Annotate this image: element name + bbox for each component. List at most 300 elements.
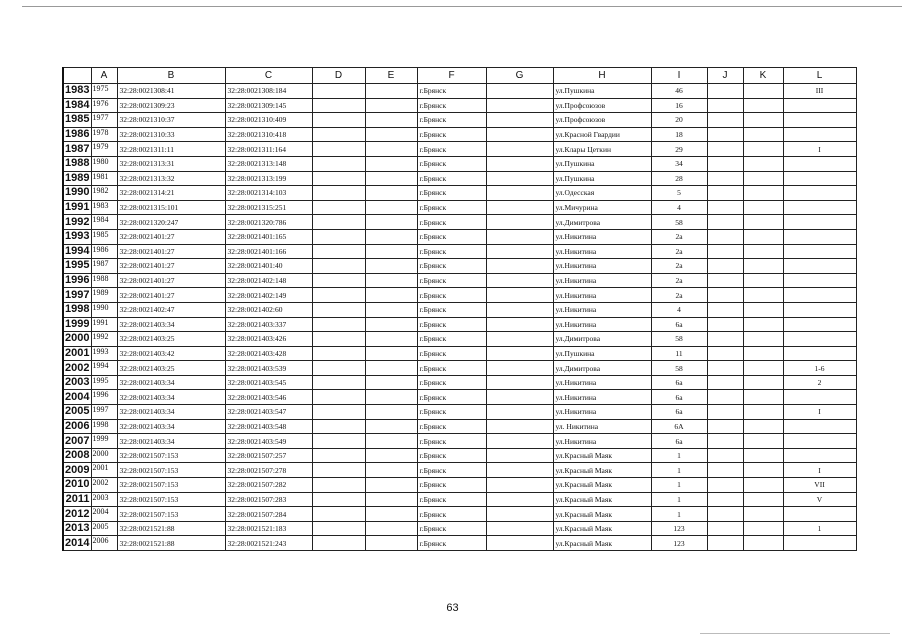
cell-h[interactable]: ул.Никитина [553, 405, 651, 420]
cell-g[interactable] [486, 244, 553, 259]
cell-i[interactable]: 20 [651, 113, 707, 128]
cell-a[interactable]: 1989 [91, 288, 117, 303]
cell-b[interactable]: 32:28:0021403:34 [117, 434, 225, 449]
cell-l[interactable] [783, 171, 856, 186]
cell-i[interactable]: 28 [651, 171, 707, 186]
cell-c[interactable]: 32:28:0021403:428 [225, 346, 312, 361]
row-number[interactable]: 2004 [63, 390, 91, 405]
cell-e[interactable] [365, 361, 417, 376]
row-number[interactable]: 1985 [63, 113, 91, 128]
cell-f[interactable]: г.Брянск [417, 244, 486, 259]
cell-b[interactable]: 32:28:0021521:88 [117, 521, 225, 536]
cell-b[interactable]: 32:28:0021310:37 [117, 113, 225, 128]
cell-l[interactable] [783, 215, 856, 230]
cell-c[interactable]: 32:28:0021311:164 [225, 142, 312, 157]
cell-g[interactable] [486, 492, 553, 507]
row-number[interactable]: 1992 [63, 215, 91, 230]
cell-d[interactable] [312, 259, 365, 274]
cell-b[interactable]: 32:28:0021402:47 [117, 302, 225, 317]
cell-d[interactable] [312, 317, 365, 332]
cell-a[interactable]: 2002 [91, 478, 117, 493]
cell-k[interactable] [743, 259, 783, 274]
cell-b[interactable]: 32:28:0021308:41 [117, 84, 225, 99]
cell-j[interactable] [707, 346, 743, 361]
cell-l[interactable]: VII [783, 478, 856, 493]
row-number[interactable]: 1983 [63, 84, 91, 99]
corner-cell[interactable] [63, 68, 91, 84]
cell-h[interactable]: ул.Никитина [553, 375, 651, 390]
cell-k[interactable] [743, 113, 783, 128]
cell-l[interactable] [783, 434, 856, 449]
cell-f[interactable]: г.Брянск [417, 332, 486, 347]
cell-j[interactable] [707, 259, 743, 274]
cell-d[interactable] [312, 332, 365, 347]
cell-i[interactable]: 58 [651, 215, 707, 230]
cell-c[interactable]: 32:28:0021403:337 [225, 317, 312, 332]
cell-f[interactable]: г.Брянск [417, 492, 486, 507]
cell-e[interactable] [365, 302, 417, 317]
row-number[interactable]: 1987 [63, 142, 91, 157]
cell-f[interactable]: г.Брянск [417, 507, 486, 522]
cell-e[interactable] [365, 288, 417, 303]
cell-g[interactable] [486, 156, 553, 171]
cell-a[interactable]: 1986 [91, 244, 117, 259]
cell-g[interactable] [486, 229, 553, 244]
cell-i[interactable]: 4 [651, 302, 707, 317]
cell-a[interactable]: 2005 [91, 521, 117, 536]
cell-c[interactable]: 32:28:0021521:243 [225, 536, 312, 551]
cell-i[interactable]: 123 [651, 536, 707, 551]
cell-c[interactable]: 32:28:0021507:282 [225, 478, 312, 493]
cell-h[interactable]: ул.Димитрова [553, 332, 651, 347]
cell-k[interactable] [743, 244, 783, 259]
cell-a[interactable]: 1982 [91, 186, 117, 201]
cell-l[interactable]: III [783, 84, 856, 99]
cell-b[interactable]: 32:28:0021403:42 [117, 346, 225, 361]
cell-h[interactable]: ул.Красной Гвардии [553, 127, 651, 142]
cell-b[interactable]: 32:28:0021507:153 [117, 448, 225, 463]
cell-k[interactable] [743, 98, 783, 113]
cell-d[interactable] [312, 448, 365, 463]
cell-f[interactable]: г.Брянск [417, 156, 486, 171]
cell-f[interactable]: г.Брянск [417, 317, 486, 332]
cell-c[interactable]: 32:28:0021313:148 [225, 156, 312, 171]
cell-e[interactable] [365, 317, 417, 332]
cell-g[interactable] [486, 478, 553, 493]
cell-j[interactable] [707, 375, 743, 390]
cell-j[interactable] [707, 229, 743, 244]
cell-d[interactable] [312, 156, 365, 171]
cell-i[interactable]: 2а [651, 229, 707, 244]
cell-h[interactable]: ул.Пушкина [553, 156, 651, 171]
cell-l[interactable] [783, 273, 856, 288]
cell-g[interactable] [486, 507, 553, 522]
cell-h[interactable]: ул.Димитрова [553, 361, 651, 376]
cell-i[interactable]: 2а [651, 259, 707, 274]
cell-e[interactable] [365, 332, 417, 347]
cell-h[interactable]: ул.Никитина [553, 434, 651, 449]
cell-l[interactable] [783, 259, 856, 274]
cell-j[interactable] [707, 507, 743, 522]
cell-b[interactable]: 32:28:0021507:153 [117, 463, 225, 478]
cell-e[interactable] [365, 215, 417, 230]
cell-c[interactable]: 32:28:0021507:284 [225, 507, 312, 522]
row-number[interactable]: 2002 [63, 361, 91, 376]
row-number[interactable]: 2007 [63, 434, 91, 449]
cell-j[interactable] [707, 113, 743, 128]
cell-k[interactable] [743, 507, 783, 522]
cell-e[interactable] [365, 171, 417, 186]
cell-g[interactable] [486, 302, 553, 317]
row-number[interactable]: 1991 [63, 200, 91, 215]
row-number[interactable]: 1986 [63, 127, 91, 142]
cell-k[interactable] [743, 521, 783, 536]
column-header-f[interactable]: F [417, 68, 486, 84]
cell-c[interactable]: 32:28:0021507:257 [225, 448, 312, 463]
cell-l[interactable] [783, 448, 856, 463]
row-number[interactable]: 2001 [63, 346, 91, 361]
cell-j[interactable] [707, 186, 743, 201]
cell-d[interactable] [312, 434, 365, 449]
cell-l[interactable] [783, 156, 856, 171]
cell-g[interactable] [486, 186, 553, 201]
cell-e[interactable] [365, 244, 417, 259]
cell-c[interactable]: 32:28:0021403:539 [225, 361, 312, 376]
cell-j[interactable] [707, 156, 743, 171]
cell-a[interactable]: 1999 [91, 434, 117, 449]
column-header-k[interactable]: K [743, 68, 783, 84]
cell-k[interactable] [743, 186, 783, 201]
cell-a[interactable]: 1987 [91, 259, 117, 274]
cell-f[interactable]: г.Брянск [417, 375, 486, 390]
row-number[interactable]: 2012 [63, 507, 91, 522]
row-number[interactable]: 1996 [63, 273, 91, 288]
cell-k[interactable] [743, 536, 783, 551]
cell-i[interactable]: 2а [651, 273, 707, 288]
cell-g[interactable] [486, 259, 553, 274]
row-number[interactable]: 2000 [63, 332, 91, 347]
cell-h[interactable]: ул.Пушкина [553, 346, 651, 361]
cell-i[interactable]: 16 [651, 98, 707, 113]
cell-h[interactable]: ул.Никитина [553, 288, 651, 303]
cell-j[interactable] [707, 244, 743, 259]
cell-k[interactable] [743, 229, 783, 244]
cell-b[interactable]: 32:28:0021401:27 [117, 244, 225, 259]
cell-e[interactable] [365, 419, 417, 434]
cell-g[interactable] [486, 98, 553, 113]
cell-f[interactable]: г.Брянск [417, 186, 486, 201]
cell-l[interactable] [783, 419, 856, 434]
cell-a[interactable]: 1996 [91, 390, 117, 405]
cell-g[interactable] [486, 127, 553, 142]
cell-a[interactable]: 1997 [91, 405, 117, 420]
cell-c[interactable]: 32:28:0021320:786 [225, 215, 312, 230]
cell-i[interactable]: 1 [651, 448, 707, 463]
cell-e[interactable] [365, 492, 417, 507]
cell-j[interactable] [707, 536, 743, 551]
cell-i[interactable]: 1 [651, 463, 707, 478]
cell-j[interactable] [707, 448, 743, 463]
cell-c[interactable]: 32:28:0021401:40 [225, 259, 312, 274]
row-number[interactable]: 1989 [63, 171, 91, 186]
row-number[interactable]: 2006 [63, 419, 91, 434]
cell-k[interactable] [743, 200, 783, 215]
cell-d[interactable] [312, 215, 365, 230]
cell-f[interactable]: г.Брянск [417, 200, 486, 215]
cell-i[interactable]: 6а [651, 434, 707, 449]
cell-c[interactable]: 32:28:0021314:103 [225, 186, 312, 201]
cell-g[interactable] [486, 113, 553, 128]
cell-i[interactable]: 1 [651, 492, 707, 507]
cell-b[interactable]: 32:28:0021403:34 [117, 317, 225, 332]
cell-d[interactable] [312, 127, 365, 142]
cell-h[interactable]: ул.Никитина [553, 273, 651, 288]
cell-d[interactable] [312, 390, 365, 405]
row-number[interactable]: 1984 [63, 98, 91, 113]
cell-i[interactable]: 18 [651, 127, 707, 142]
cell-b[interactable]: 32:28:0021309:23 [117, 98, 225, 113]
cell-l[interactable] [783, 200, 856, 215]
column-header-a[interactable]: A [91, 68, 117, 84]
column-header-e[interactable]: E [365, 68, 417, 84]
cell-h[interactable]: ул.Никитина [553, 390, 651, 405]
row-number[interactable]: 2005 [63, 405, 91, 420]
cell-k[interactable] [743, 317, 783, 332]
cell-a[interactable]: 1980 [91, 156, 117, 171]
cell-i[interactable]: 6а [651, 390, 707, 405]
cell-h[interactable]: ул.Пушкина [553, 84, 651, 99]
cell-a[interactable]: 1978 [91, 127, 117, 142]
cell-g[interactable] [486, 171, 553, 186]
cell-k[interactable] [743, 171, 783, 186]
row-number[interactable]: 1998 [63, 302, 91, 317]
cell-f[interactable]: г.Брянск [417, 273, 486, 288]
cell-d[interactable] [312, 478, 365, 493]
cell-b[interactable]: 32:28:0021401:27 [117, 288, 225, 303]
cell-k[interactable] [743, 332, 783, 347]
cell-k[interactable] [743, 156, 783, 171]
cell-g[interactable] [486, 375, 553, 390]
cell-g[interactable] [486, 332, 553, 347]
column-header-d[interactable]: D [312, 68, 365, 84]
cell-b[interactable]: 32:28:0021401:27 [117, 259, 225, 274]
cell-e[interactable] [365, 186, 417, 201]
cell-k[interactable] [743, 215, 783, 230]
cell-h[interactable]: ул.Профсоюзов [553, 113, 651, 128]
cell-c[interactable]: 32:28:0021309:145 [225, 98, 312, 113]
cell-a[interactable]: 1992 [91, 332, 117, 347]
row-number[interactable]: 2010 [63, 478, 91, 493]
cell-d[interactable] [312, 186, 365, 201]
cell-c[interactable]: 32:28:0021403:426 [225, 332, 312, 347]
cell-d[interactable] [312, 98, 365, 113]
cell-g[interactable] [486, 142, 553, 157]
cell-c[interactable]: 32:28:0021310:418 [225, 127, 312, 142]
cell-k[interactable] [743, 346, 783, 361]
cell-i[interactable]: 1 [651, 507, 707, 522]
cell-l[interactable]: 2 [783, 375, 856, 390]
cell-b[interactable]: 32:28:0021315:101 [117, 200, 225, 215]
cell-j[interactable] [707, 478, 743, 493]
cell-f[interactable]: г.Брянск [417, 259, 486, 274]
cell-j[interactable] [707, 98, 743, 113]
cell-c[interactable]: 32:28:0021313:199 [225, 171, 312, 186]
cell-j[interactable] [707, 492, 743, 507]
cell-l[interactable] [783, 507, 856, 522]
cell-b[interactable]: 32:28:0021403:34 [117, 390, 225, 405]
cell-e[interactable] [365, 434, 417, 449]
cell-l[interactable]: V [783, 492, 856, 507]
cell-j[interactable] [707, 332, 743, 347]
cell-h[interactable]: ул.Мичурина [553, 200, 651, 215]
cell-j[interactable] [707, 200, 743, 215]
cell-c[interactable]: 32:28:0021521:183 [225, 521, 312, 536]
row-number[interactable]: 2011 [63, 492, 91, 507]
cell-d[interactable] [312, 200, 365, 215]
cell-a[interactable]: 2001 [91, 463, 117, 478]
cell-b[interactable]: 32:28:0021311:11 [117, 142, 225, 157]
cell-f[interactable]: г.Брянск [417, 390, 486, 405]
cell-h[interactable]: ул.Никитина [553, 302, 651, 317]
cell-e[interactable] [365, 346, 417, 361]
cell-h[interactable]: ул.Красный Маяк [553, 521, 651, 536]
cell-k[interactable] [743, 478, 783, 493]
cell-c[interactable]: 32:28:0021507:278 [225, 463, 312, 478]
cell-b[interactable]: 32:28:0021401:27 [117, 229, 225, 244]
cell-i[interactable]: 6а [651, 317, 707, 332]
row-number[interactable]: 1997 [63, 288, 91, 303]
cell-b[interactable]: 32:28:0021507:153 [117, 507, 225, 522]
cell-d[interactable] [312, 405, 365, 420]
cell-i[interactable]: 5 [651, 186, 707, 201]
cell-i[interactable]: 11 [651, 346, 707, 361]
row-number[interactable]: 1994 [63, 244, 91, 259]
cell-k[interactable] [743, 448, 783, 463]
cell-j[interactable] [707, 142, 743, 157]
cell-b[interactable]: 32:28:0021521:88 [117, 536, 225, 551]
cell-a[interactable]: 1995 [91, 375, 117, 390]
cell-f[interactable]: г.Брянск [417, 419, 486, 434]
cell-f[interactable]: г.Брянск [417, 434, 486, 449]
cell-g[interactable] [486, 448, 553, 463]
cell-l[interactable] [783, 302, 856, 317]
cell-d[interactable] [312, 288, 365, 303]
cell-h[interactable]: ул.Профсоюзов [553, 98, 651, 113]
cell-k[interactable] [743, 127, 783, 142]
cell-b[interactable]: 32:28:0021403:25 [117, 332, 225, 347]
cell-c[interactable]: 32:28:0021403:546 [225, 390, 312, 405]
cell-f[interactable]: г.Брянск [417, 215, 486, 230]
cell-d[interactable] [312, 229, 365, 244]
cell-b[interactable]: 32:28:0021320:247 [117, 215, 225, 230]
cell-e[interactable] [365, 273, 417, 288]
cell-i[interactable]: 2а [651, 288, 707, 303]
cell-l[interactable] [783, 332, 856, 347]
cell-f[interactable]: г.Брянск [417, 463, 486, 478]
cell-b[interactable]: 32:28:0021403:34 [117, 375, 225, 390]
cell-f[interactable]: г.Брянск [417, 84, 486, 99]
cell-b[interactable]: 32:28:0021401:27 [117, 273, 225, 288]
cell-a[interactable]: 2004 [91, 507, 117, 522]
cell-c[interactable]: 32:28:0021403:547 [225, 405, 312, 420]
cell-d[interactable] [312, 492, 365, 507]
cell-b[interactable]: 32:28:0021313:32 [117, 171, 225, 186]
cell-k[interactable] [743, 463, 783, 478]
cell-a[interactable]: 1981 [91, 171, 117, 186]
cell-l[interactable]: I [783, 463, 856, 478]
cell-l[interactable]: 1 [783, 521, 856, 536]
cell-h[interactable]: ул.Красный Маяк [553, 507, 651, 522]
cell-d[interactable] [312, 346, 365, 361]
cell-l[interactable] [783, 390, 856, 405]
cell-a[interactable]: 2006 [91, 536, 117, 551]
cell-b[interactable]: 32:28:0021507:153 [117, 478, 225, 493]
cell-e[interactable] [365, 113, 417, 128]
cell-a[interactable]: 1993 [91, 346, 117, 361]
cell-b[interactable]: 32:28:0021507:153 [117, 492, 225, 507]
row-number[interactable]: 1999 [63, 317, 91, 332]
cell-i[interactable]: 2а [651, 244, 707, 259]
cell-g[interactable] [486, 536, 553, 551]
cell-h[interactable]: ул.Красный Маяк [553, 448, 651, 463]
cell-c[interactable]: 32:28:0021402:148 [225, 273, 312, 288]
cell-c[interactable]: 32:28:0021308:184 [225, 84, 312, 99]
cell-f[interactable]: г.Брянск [417, 98, 486, 113]
cell-a[interactable]: 1998 [91, 419, 117, 434]
cell-i[interactable]: 6а [651, 375, 707, 390]
cell-e[interactable] [365, 259, 417, 274]
cell-a[interactable]: 2003 [91, 492, 117, 507]
cell-f[interactable]: г.Брянск [417, 288, 486, 303]
cell-k[interactable] [743, 288, 783, 303]
cell-d[interactable] [312, 507, 365, 522]
cell-e[interactable] [365, 536, 417, 551]
cell-c[interactable]: 32:28:0021403:545 [225, 375, 312, 390]
cell-k[interactable] [743, 273, 783, 288]
cell-h[interactable]: ул.Красный Маяк [553, 536, 651, 551]
cell-i[interactable]: 29 [651, 142, 707, 157]
cell-l[interactable]: I [783, 405, 856, 420]
row-number[interactable]: 1993 [63, 229, 91, 244]
column-header-g[interactable]: G [486, 68, 553, 84]
cell-d[interactable] [312, 521, 365, 536]
cell-k[interactable] [743, 492, 783, 507]
row-number[interactable]: 1988 [63, 156, 91, 171]
cell-j[interactable] [707, 463, 743, 478]
cell-h[interactable]: ул.Никитина [553, 229, 651, 244]
cell-c[interactable]: 32:28:0021402:149 [225, 288, 312, 303]
cell-d[interactable] [312, 244, 365, 259]
cell-e[interactable] [365, 390, 417, 405]
cell-e[interactable] [365, 98, 417, 113]
cell-j[interactable] [707, 434, 743, 449]
cell-c[interactable]: 32:28:0021401:166 [225, 244, 312, 259]
cell-a[interactable]: 1979 [91, 142, 117, 157]
cell-l[interactable] [783, 288, 856, 303]
cell-j[interactable] [707, 127, 743, 142]
cell-f[interactable]: г.Брянск [417, 229, 486, 244]
cell-l[interactable] [783, 98, 856, 113]
cell-c[interactable]: 32:28:0021403:549 [225, 434, 312, 449]
cell-a[interactable]: 1984 [91, 215, 117, 230]
cell-h[interactable]: ул.Димитрова [553, 215, 651, 230]
cell-g[interactable] [486, 200, 553, 215]
cell-g[interactable] [486, 317, 553, 332]
cell-b[interactable]: 32:28:0021314:21 [117, 186, 225, 201]
cell-h[interactable]: ул.Никитина [553, 244, 651, 259]
cell-j[interactable] [707, 302, 743, 317]
cell-j[interactable] [707, 521, 743, 536]
